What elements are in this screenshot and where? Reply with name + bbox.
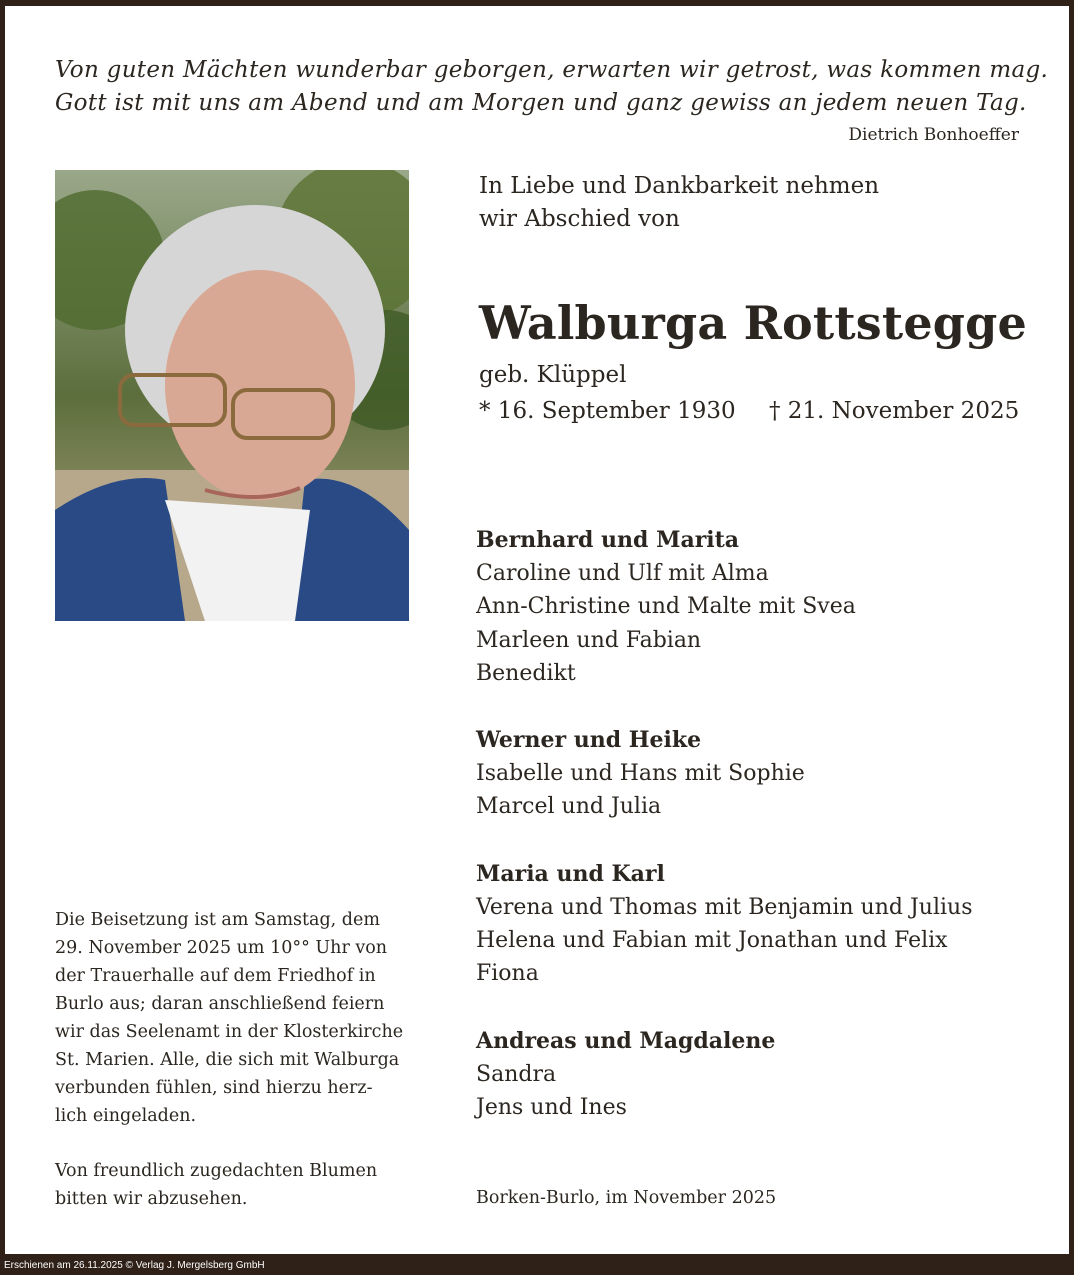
funeral-line: Burlo aus; daran anschließend feiern: [55, 994, 385, 1014]
flowers-note: [55, 1157, 425, 1213]
funeral-line: St. Marien. Alle, die sich mit Walburga: [55, 1050, 400, 1070]
family-member: Benedikt: [476, 660, 576, 686]
family-member: Ann-Christine und Malte mit Svea: [476, 594, 856, 620]
funeral-line: wir das Seelenamt in der Klosterkirche: [55, 1022, 404, 1042]
family-member: Jens und Ines: [476, 1094, 627, 1120]
life-dates: [479, 398, 1019, 424]
maiden-name: geb. Klüppel: [479, 362, 627, 388]
intro-line: wir Abschied von: [479, 206, 680, 232]
funeral-line: der Trauerhalle auf dem Friedhof in: [55, 966, 376, 986]
funeral-line: Die Beisetzung ist am Samstag, dem: [55, 910, 380, 930]
family-group-head: Maria und Karl: [476, 860, 665, 887]
intro-line: In Liebe und Dankbarkeit nehmen: [479, 173, 880, 199]
family-member: Marleen und Fabian: [476, 627, 702, 653]
family-group: [476, 1025, 1056, 1125]
funeral-notice: [55, 906, 425, 1213]
family-member: Marcel und Julia: [476, 794, 662, 820]
deceased-name: Walburga Rottstegge: [479, 296, 1027, 350]
funeral-line: 29. November 2025 um 10°° Uhr von: [55, 938, 388, 958]
place-date: Borken-Burlo, im November 2025: [476, 1188, 777, 1208]
family-member: Helena und Fabian mit Jonathan und Felix: [476, 928, 948, 954]
quote-author: Dietrich Bonhoeffer: [848, 125, 1019, 145]
funeral-line: verbunden fühlen, sind hierzu herz-: [55, 1078, 373, 1098]
family-member: Isabelle und Hans mit Sophie: [476, 761, 805, 787]
family-group: [476, 724, 1056, 824]
obituary-sheet: [5, 6, 1069, 1254]
family-group-head: Werner und Heike: [476, 727, 702, 754]
family-group-head: Andreas und Magdalene: [476, 1027, 776, 1054]
family-member: Verena und Thomas mit Benjamin und Julius: [476, 894, 973, 920]
intro: [479, 170, 879, 236]
family-group-head: Bernhard und Marita: [476, 527, 740, 553]
birth-date: * 16. September 1930: [479, 398, 736, 424]
family-group: [476, 858, 1056, 991]
family-list: [476, 524, 1056, 1158]
portrait-photo: [55, 170, 409, 621]
quote: [55, 54, 1049, 120]
quote-line: Gott ist mit uns am Abend und am Morgen und ganz gewiss an jedem neuen Tag.: [55, 90, 1027, 116]
family-member: Sandra: [476, 1061, 557, 1087]
family-member: Fiona: [476, 961, 539, 987]
flowers-line: bitten wir abzusehen.: [55, 1189, 248, 1209]
quote-line: Von guten Mächten wunderbar geborgen, erwarten wir getrost, was kommen mag.: [55, 57, 1049, 83]
funeral-line: lich eingeladen.: [55, 1106, 197, 1126]
publication-footer: Erschienen am 26.11.2025 © Verlag J. Mergelsberg GmbH: [4, 1260, 265, 1271]
death-date: † 21. November 2025: [768, 398, 1020, 424]
flowers-line: Von freundlich zugedachten Blumen: [55, 1161, 378, 1181]
family-group: [476, 524, 1056, 690]
family-member: Caroline und Ulf mit Alma: [476, 561, 769, 586]
